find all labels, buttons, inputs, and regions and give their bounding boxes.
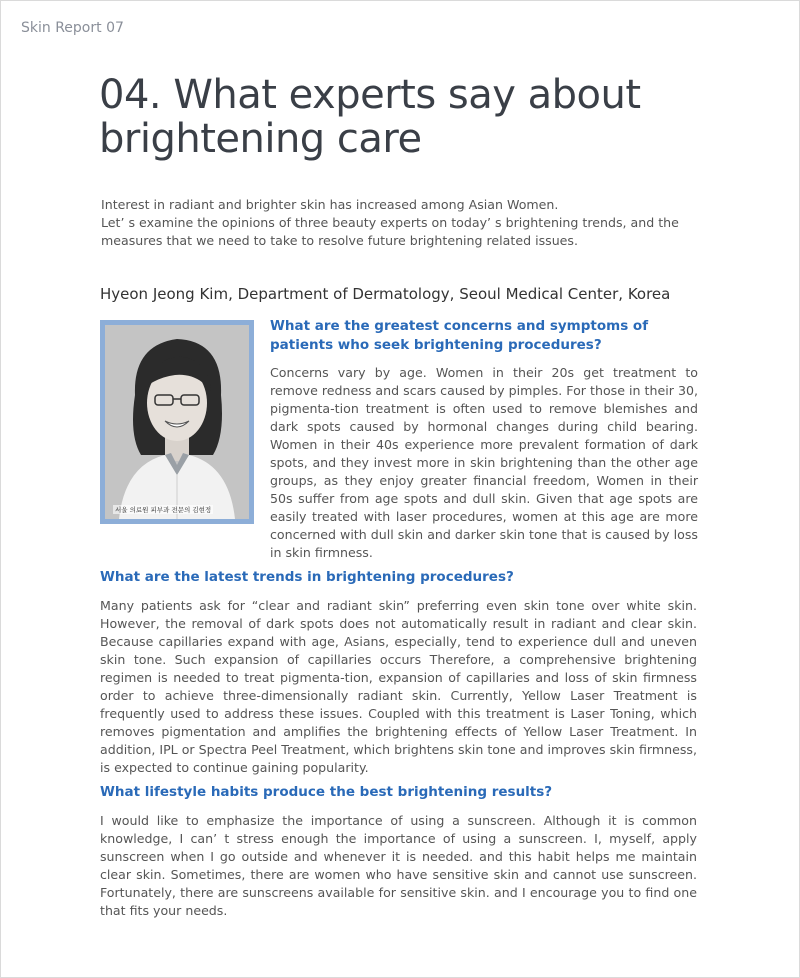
intro-line-2: Let’ s examine the opinions of three beauty experts on today’ s brightening trends, and the measures that we need to take to resolve future brightening related issues.	[101, 215, 679, 248]
expert-photo	[100, 320, 254, 524]
portrait-illustration	[105, 325, 249, 519]
intro-paragraph	[101, 196, 711, 250]
intro-line-1: Interest in radiant and brighter skin has increased among Asian Women.	[101, 197, 559, 212]
photo-caption: 서울 의료원 피부과 전문의 김현정	[115, 506, 212, 514]
page-title: 04. What experts say about brightening care	[99, 72, 641, 162]
question-2: What are the latest trends in brightening procedures?	[100, 569, 514, 585]
answer-2: Many patients ask for “clear and radiant skin” preferring even skin tone over white skin. However, the removal of dark spots does not automatically result in radiant and clear skin. Because capillaries expand with age, Asians, especially, tend to experience dull and uneven skin tone. Such expansion of capillaries occurs Therefore, a comprehensive brightening regimen is needed to treat pigmenta-tion, expansion of capillaries and loss of skin firmness order to achieve three-dimensionally radiant skin. Currently, Yellow Laser Treatment is frequently used to address these issues. Coupled with this treatment is Laser Toning, which removes pigmentation and amplifies the brightening effects of Yellow Laser Treatment. In addition, IPL or Spectra Peel Treatment, which brightens skin tone and improves skin firmness, is expected to continue gaining popularity.	[100, 598, 697, 775]
answer-1: Concerns vary by age. Women in their 20s get treatment to remove redness and scars caused by pimples. For those in their 30, pigmenta-tion treatment is often used to remove blemishes and dark spots caused by hormonal changes during child bearing. Women in their 40s experience more prevalent formation of dark spots, and they invest more in skin brightening than the other age groups, as they enjoy greater financial freedom, Women in their 50s suffer from age spots and dull skin. Given that age spots are easily treated with laser procedures, women at this age are more concerned with dull skin and darker skin tone that is caused by loss in skin firmness.	[270, 365, 698, 560]
expert-name: Hyeon Jeong Kim, Department of Dermatology, Seoul Medical Center, Korea	[100, 285, 671, 303]
question-3: What lifestyle habits produce the best brightening results?	[100, 784, 553, 800]
question-1: What are the greatest concerns and symptoms of patients who seek brightening procedures?	[270, 318, 649, 353]
report-header-label: Skin Report 07	[21, 20, 124, 36]
answer-3: I would like to emphasize the importance of using a sunscreen. Although it is common knowledge, I can’ t stress enough the importance of using a sunscreen. I, myself, apply sunscreen when I go outside and whenever it is needed. and this habit helps me maintain clear skin. Sometimes, there are women who have sensitive skin and cannot use sunscreen. Fortunately, there are sunscreens available for sensitive skin. and I encourage you to find one that fits your needs.	[100, 813, 697, 918]
